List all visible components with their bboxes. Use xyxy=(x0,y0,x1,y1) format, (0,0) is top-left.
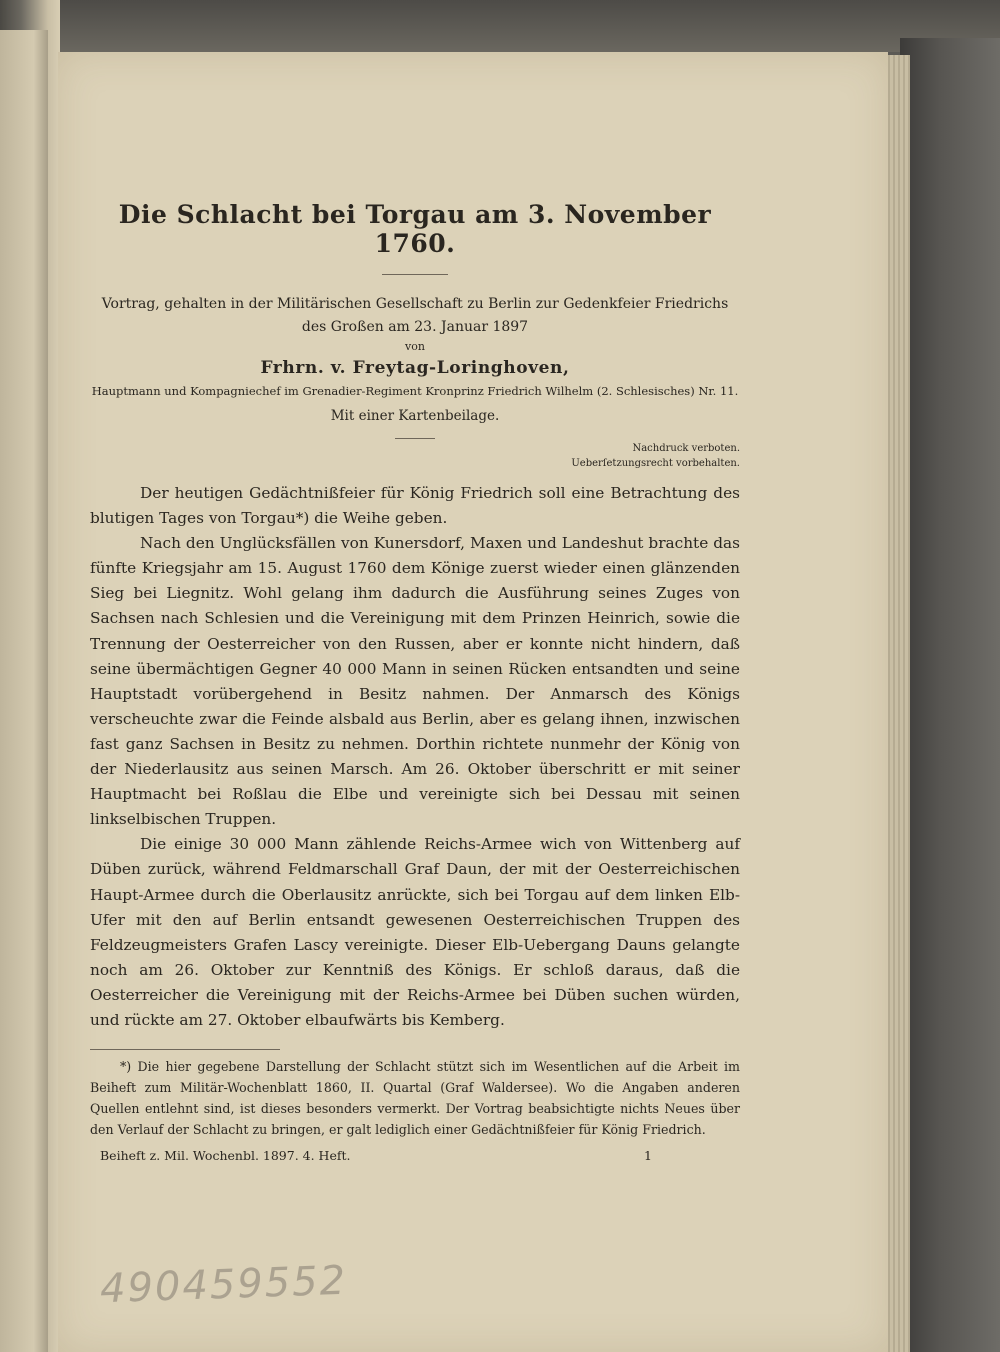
publication-reference: Beiheft z. Mil. Wochenbl. 1897. 4. Heft. xyxy=(100,1148,351,1164)
rights-line-2: Ueberſetzungsrecht vorbehalten. xyxy=(571,458,740,469)
document-title: Die Schlacht bei Torgau am 3. November 1760. xyxy=(118,200,712,258)
paragraph-1: Der heutigen Gedächtnißfeier für König Friedrich soll eine Betrachtung des blutigen Tages von Torgau*) die Weihe geben. xyxy=(90,484,740,528)
lecture-subtitle xyxy=(90,293,740,339)
rights-notice xyxy=(90,441,740,471)
header-divider xyxy=(395,438,435,439)
by-word: von xyxy=(405,340,425,353)
paragraph-2: Nach den Unglücksfällen von Kunersdorf, Maxen und Landeshut brachte das fünfte Kriegsjahr am 15. August 1760 dem Könige zuerst wieder einen glänzenden Sieg bei Liegnitz. Wohl gelang ihm dadurch die Ausführung seines Zuges von Sachsen nach Schlesien und die Vereinigung mit dem Prinzen Heinrich, sowie die Trennung der Oesterreicher von den Russen, aber er konnte nicht hindern, daß seine übermächtigen Gegner 40 000 Mann in seinen Rücken entsandten und seine Hauptstadt vorübergehend in Besitz nahmen. Der Anmarsch des Königs verscheuchte zwar die Feinde alsbald aus Berlin, aber es gelang ihnen, inzwischen fast ganz Sachsen in Besitz zu nehmen. Dorthin richtete nunmehr der König von der Niederlausitz aus seinen Marsch. Am 26. Oktober überschritt er mit seiner Hauptmacht bei Roßlau die Elbe und vereinigte sich bei Dessau mit seinen linkselbischen Truppen. xyxy=(90,534,740,829)
body-text xyxy=(90,481,740,1033)
book-cover-edge xyxy=(900,38,1000,1352)
footnote-divider xyxy=(90,1049,280,1050)
title-divider xyxy=(382,274,448,275)
scan-background-top xyxy=(0,0,1000,52)
page-content xyxy=(90,200,740,1163)
author-role: Hauptmann und Kompagniechef im Grenadier-Regiment Kronprinz Friedrich Wilhelm (2. Schlesisches) Nr. 11. xyxy=(91,384,739,398)
page-footer xyxy=(90,1148,740,1163)
map-supplement-note: Mit einer Kartenbeilage. xyxy=(330,408,500,424)
previous-page-edge xyxy=(0,30,48,1352)
subtitle-line-1: Vortrag, gehalten in der Militärischen Gesellschaft zu Berlin zur Gedenkfeier Friedrichs xyxy=(101,296,729,312)
author-name: Frhrn. v. Freytag-Loringhoven, xyxy=(260,358,570,378)
paragraph-3: Die einige 30 000 Mann zählende Reichs-Armee wich von Wittenberg auf Düben zurück, während Feldmarschall Graf Daun, der mit der Oesterreichischen Haupt-Armee durch die Oberlausitz anrückte, sich bei Torgau auf dem linken Elb-Ufer mit den auf Berlin entsandt gewesenen Oesterreichischen Truppen des Feldzeugmeisters Grafen Lascy vereinigte. Dieser Elb-Uebergang Dauns gelangte noch am 26. Oktober zur Kenntniß des Königs. Er schloß daraus, daß die Oesterreicher die Vereinigung mit der Reichs-Armee bei Düben suchen würden, und rückte am 27. Oktober elbaufwärts bis Kemberg. xyxy=(90,835,740,1029)
footnote: *) Die hier gegebene Darstellung der Schlacht stützt sich im Wesentlichen auf die Arbeit im Beiheft zum Militär-Wochenblatt 1860, II. Quartal (Graf Waldersee). Wo die Angaben anderen Quellen entlehnt sind, ist dieses besonders vermerkt. Der Vortrag beabsichtigte nichts Neues über den Verlauf der Schlacht zu bringen, er galt lediglich einer Gedächtnißfeier für König Friedrich. xyxy=(90,1059,740,1138)
library-stamp-number: 490459552 xyxy=(99,1257,348,1313)
subtitle-line-2: des Großen am 23. Januar 1897 xyxy=(301,319,529,335)
page-number: 1 xyxy=(644,1148,652,1164)
rights-line-1: Nachdruck verboten. xyxy=(632,443,740,454)
